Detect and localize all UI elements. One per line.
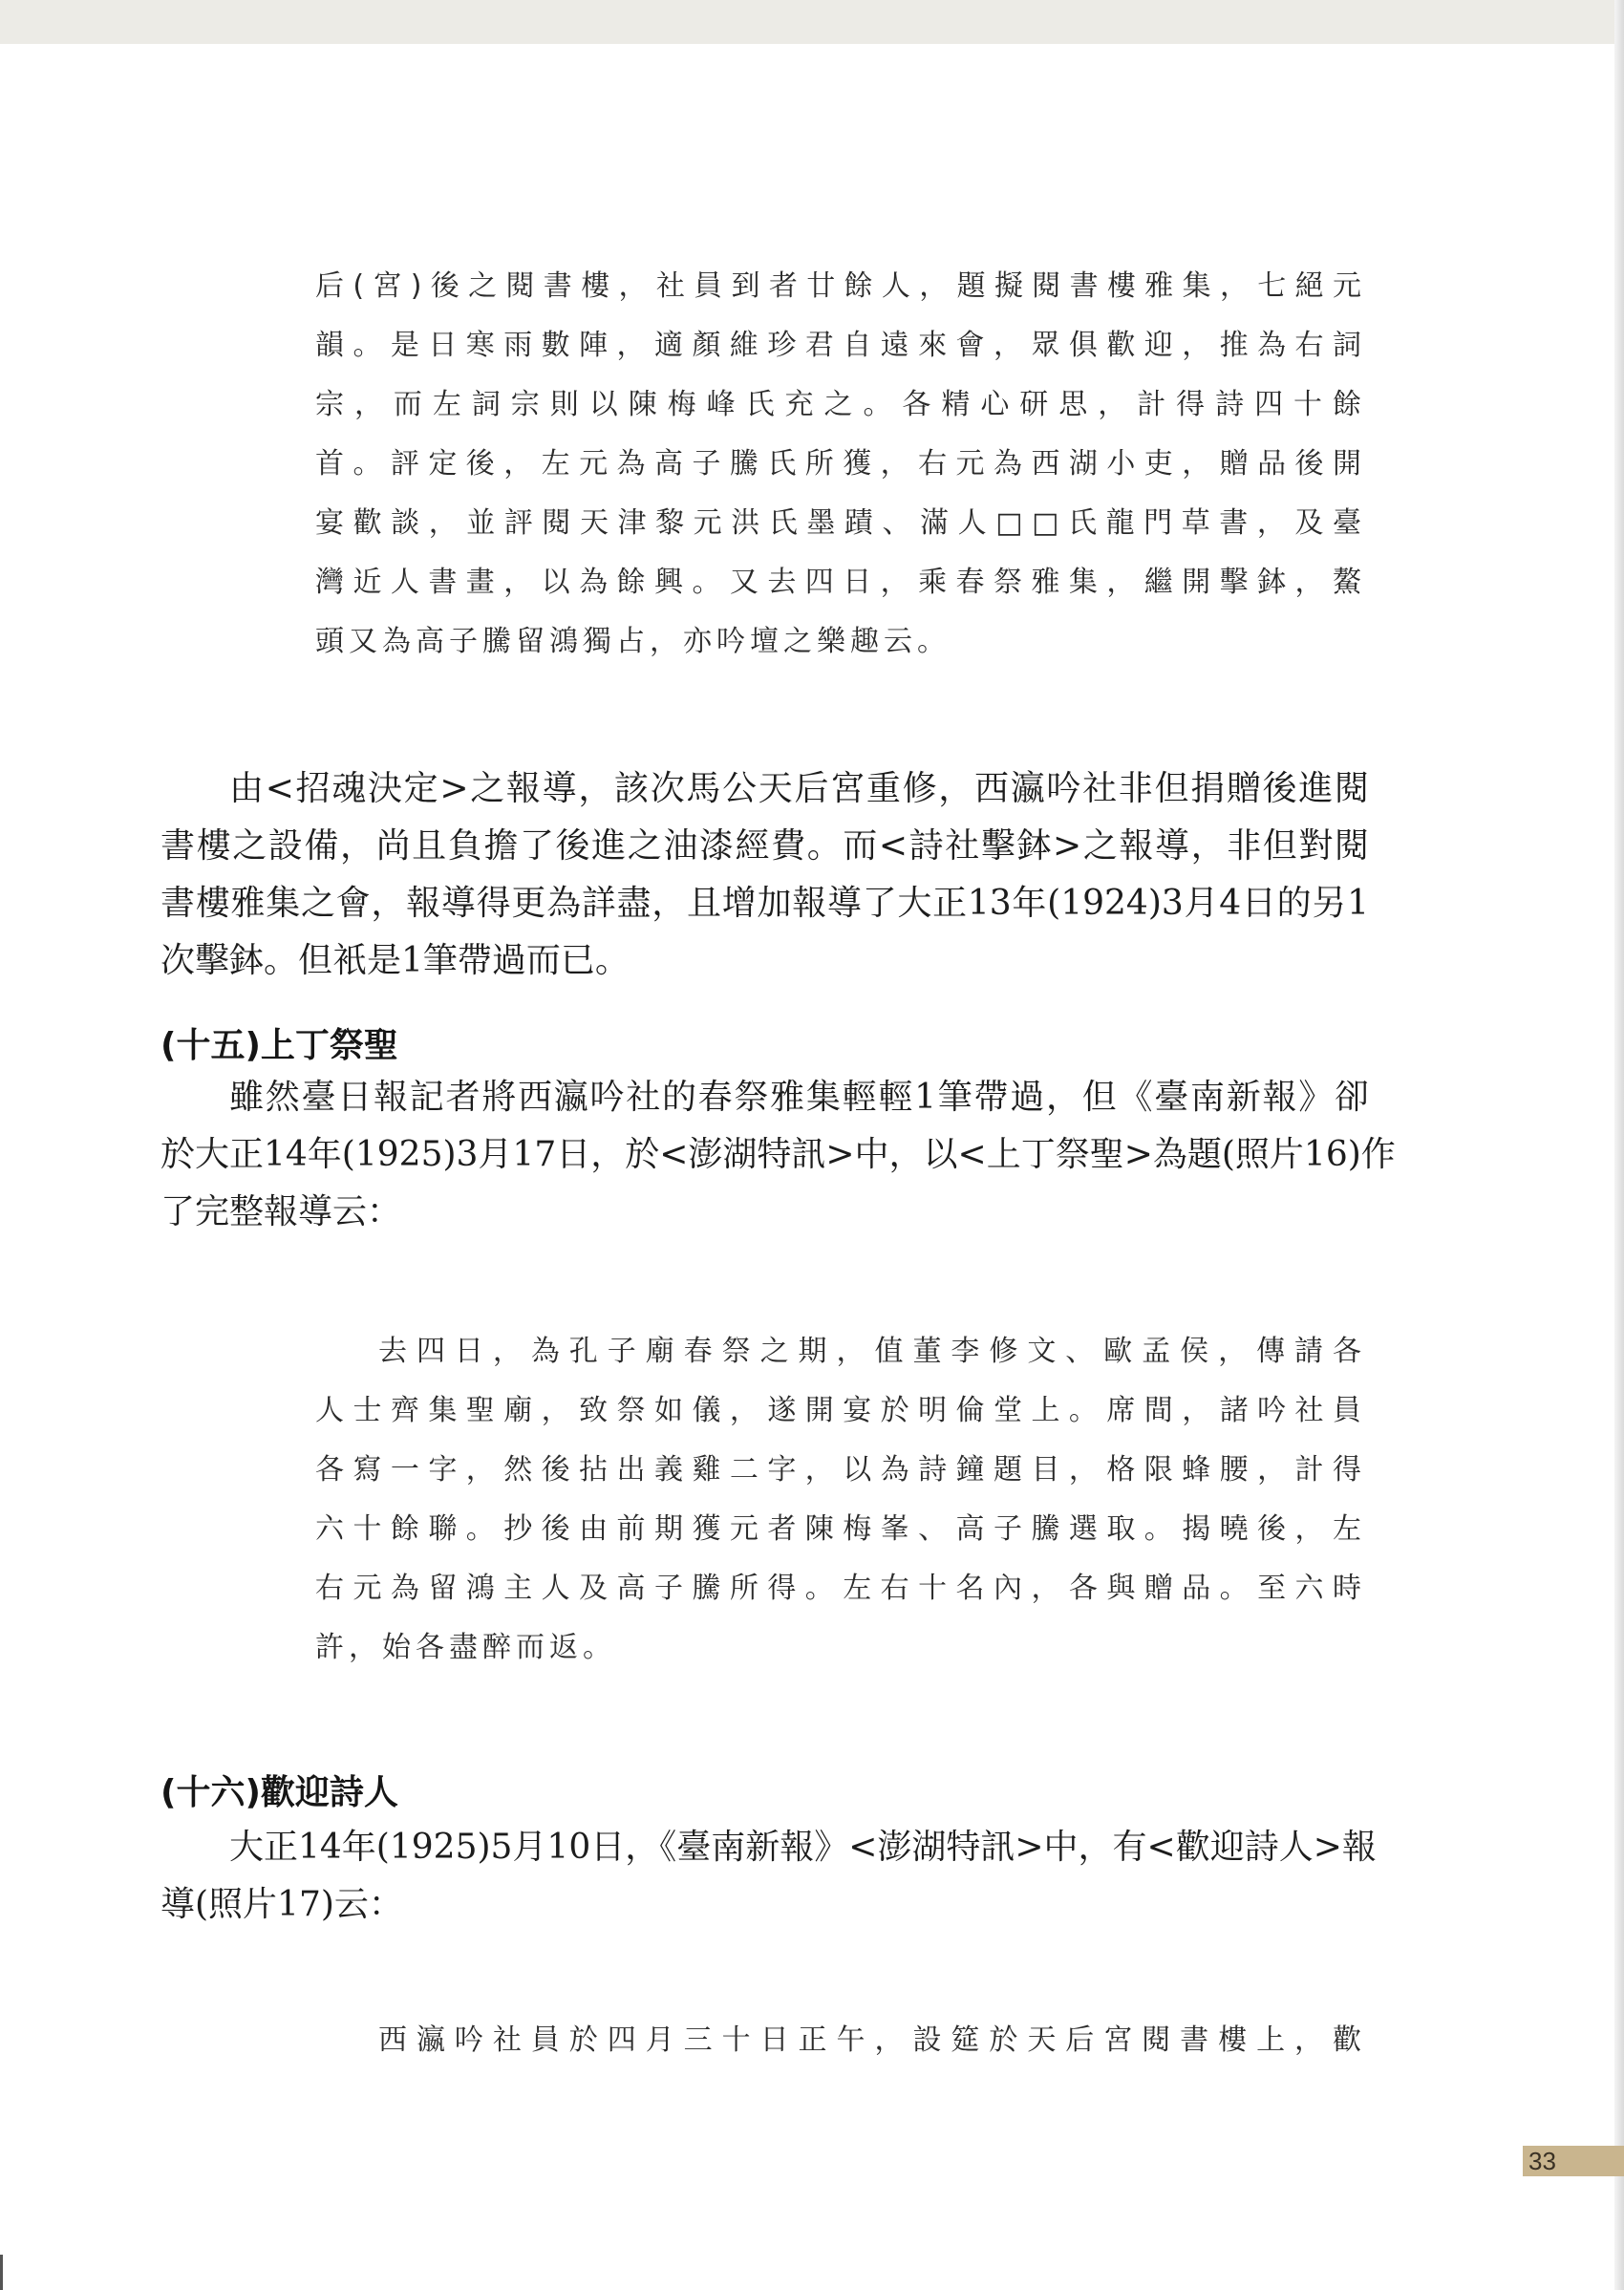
paragraph-line: 雖然臺日報記者將西瀛吟社的春祭雅集輕輕1筆帶過，但《臺南新報》卻 — [229, 1078, 1369, 1117]
paragraph-line: 於大正14年(1925)3月17日，於<澎湖特訊>中，以<上丁祭聖>為題(照片16)作 — [160, 1135, 1396, 1174]
paragraph-line: 大正14年(1925)5月10日，《臺南新報》<澎湖特訊>中，有<歡迎詩人>報 — [229, 1828, 1377, 1867]
block-quote-3 — [315, 2011, 1366, 2070]
paragraph-line: 書樓雅集之會，報導得更為詳盡，且增加報導了大正13年(1924)3月4日的另1 — [160, 884, 1369, 923]
quote-line: 首。評定後，左元為高子騰氏所獲，右元為西湖小吏，贈品後開 — [315, 447, 1366, 481]
paragraph-line: 了完整報導云： — [160, 1192, 402, 1231]
quote-line: 西瀛吟社員於四月三十日正午，設筵於天后宮閱書樓上，歡 — [378, 2023, 1366, 2057]
paragraph-line: 導(照片17)云： — [160, 1885, 403, 1924]
section-15-body — [160, 1069, 1396, 1241]
quote-line: 人士齊集聖廟，致祭如儀，遂開宴於明倫堂上。席間，諸吟社員 — [315, 1394, 1366, 1427]
section-heading-16: (十六)歡迎詩人 — [160, 1773, 398, 1812]
block-quote-1 — [315, 257, 1366, 672]
quote-line: 宴歡談，並評閱天津黎元洪氏墨蹟、滿人□□氏龍門草書，及臺 — [315, 506, 1366, 540]
section-heading-15: (十五)上丁祭聖 — [160, 1026, 398, 1065]
quote-line: 許，始各盡醉而返。 — [315, 1631, 616, 1664]
quote-line: 右元為留鴻主人及高子騰所得。左右十名內，各與贈品。至六時 — [315, 1572, 1366, 1605]
paragraph-line: 書樓之設備，尚且負擔了後進之油漆經費。而<詩社擊鉢>之報導，非但對閱 — [160, 826, 1369, 866]
section-16-body — [160, 1819, 1377, 1934]
paragraph-line: 由<招魂決定>之報導，該次馬公天后宮重修，西瀛吟社非但捐贈後進閱 — [229, 769, 1369, 808]
quote-line: 后(宮)後之閱書樓，社員到者廿餘人，題擬閱書樓雅集，七絕元 — [315, 269, 1366, 303]
margin-mark — [0, 2255, 3, 2290]
paragraph-1 — [160, 760, 1369, 990]
block-quote-2 — [315, 1322, 1366, 1678]
quote-line: 各寫一字，然後拈出義雞二字，以為詩鐘題目，格限蜂腰，計得 — [315, 1453, 1366, 1487]
quote-line: 頭又為高子騰留鴻獨占，亦吟壇之樂趣云。 — [315, 625, 951, 658]
quote-line: 六十餘聯。抄後由前期獲元者陳梅峯、高子騰選取。揭曉後，左 — [315, 1512, 1366, 1546]
scan-top-band — [0, 0, 1624, 44]
paragraph-line: 次擊鉢。但衹是1筆帶過而已。 — [160, 941, 630, 980]
quote-line: 灣近人書畫，以為餘興。又去四日，乘春祭雅集，繼開擊鉢，鰲 — [315, 566, 1366, 599]
quote-line: 去四日，為孔子廟春祭之期，值董李修文、歐孟侯，傳請各 — [378, 1335, 1366, 1368]
page-number: 33 — [1523, 2146, 1624, 2176]
quote-line: 韻。是日寒雨數陣，適顏維珍君自遠來會，眾俱歡迎，推為右詞 — [315, 329, 1366, 362]
scan-edge-shadow — [1614, 0, 1624, 2290]
quote-line: 宗，而左詞宗則以陳梅峰氏充之。各精心研思，計得詩四十餘 — [315, 388, 1366, 421]
